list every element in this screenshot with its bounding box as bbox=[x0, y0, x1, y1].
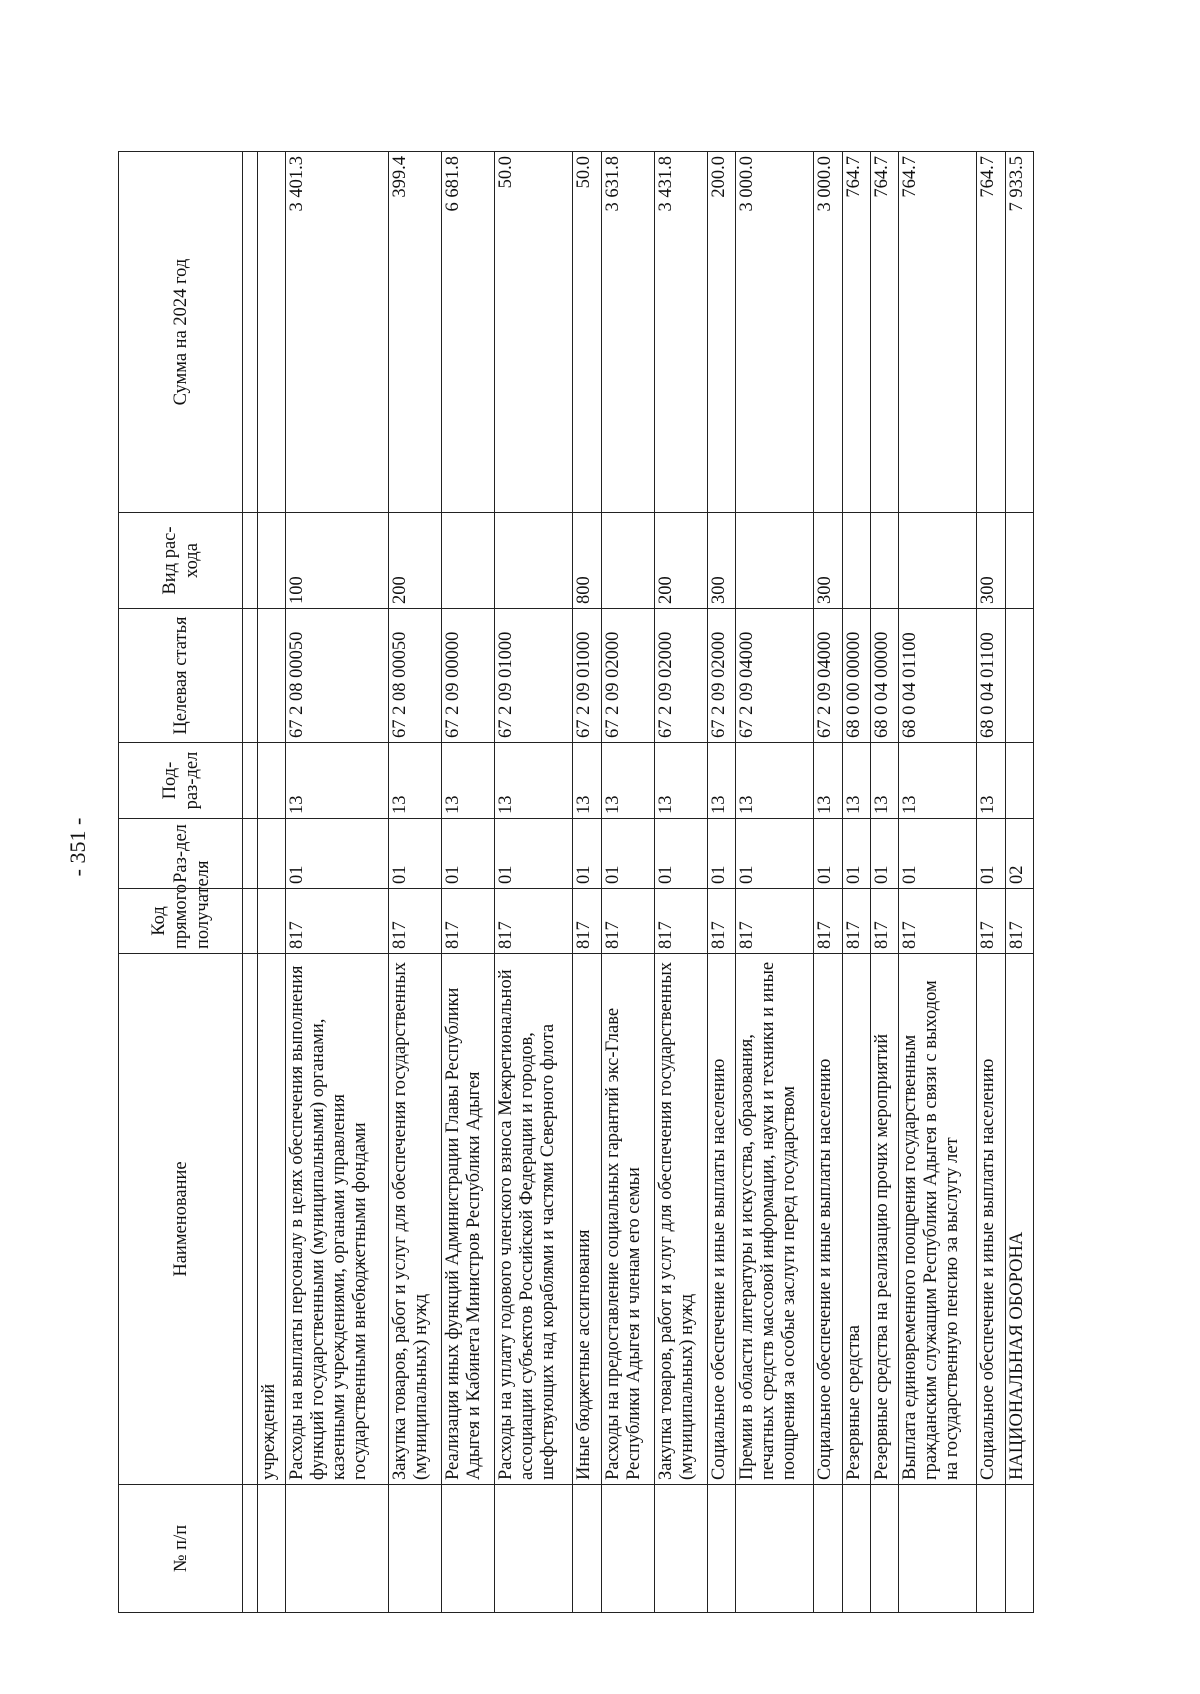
cell-sum: 764.7 bbox=[899, 152, 977, 513]
cell-name: Социальное обеспечение и иные выплаты населению bbox=[814, 954, 842, 1485]
cell-num bbox=[707, 1485, 735, 1613]
cell-podrazdel: 13 bbox=[977, 743, 1005, 819]
cell-vid bbox=[736, 513, 814, 609]
cell-code: 817 bbox=[842, 889, 870, 954]
cell-vid: 300 bbox=[707, 513, 735, 609]
cell-sum: 3 631.8 bbox=[601, 152, 654, 513]
blank-row bbox=[243, 152, 258, 1613]
cell-sum: 399.4 bbox=[389, 152, 442, 513]
cell-podrazdel bbox=[1005, 743, 1033, 819]
cell-code: 817 bbox=[899, 889, 977, 954]
cell-razdel: 01 bbox=[814, 819, 842, 889]
cell-vid bbox=[601, 513, 654, 609]
table-row bbox=[707, 152, 735, 1613]
cell-podrazdel: 13 bbox=[442, 743, 495, 819]
cell-sum: 764.7 bbox=[977, 152, 1005, 513]
cell-razdel: 01 bbox=[495, 819, 573, 889]
header-vid: Вид рас-хода bbox=[119, 513, 243, 609]
cell-statya: 67 2 09 01000 bbox=[495, 609, 573, 743]
cell-razdel: 01 bbox=[736, 819, 814, 889]
cell-code: 817 bbox=[654, 889, 707, 954]
cell-code: 817 bbox=[870, 889, 898, 954]
cell-razdel: 01 bbox=[654, 819, 707, 889]
header-statya: Целевая статья bbox=[119, 609, 243, 743]
cell-sum bbox=[258, 152, 286, 513]
cell-name: НАЦИОНАЛЬНАЯ ОБОРОНА bbox=[1005, 954, 1033, 1485]
cell-name: Расходы на уплату годового членского взноса Межрегиональной ассоциации субъектов Российской Федерации и городов, шефствующих над кораблями и частями Северного флота bbox=[495, 954, 573, 1485]
cell-sum: 3 000.0 bbox=[814, 152, 842, 513]
rotated-table-wrapper bbox=[118, 152, 1034, 1613]
cell-name: Закупка товаров, работ и услуг для обеспечения государственных (муниципальных) нужд bbox=[654, 954, 707, 1485]
cell-razdel: 01 bbox=[899, 819, 977, 889]
cell-podrazdel: 13 bbox=[814, 743, 842, 819]
header-row bbox=[119, 152, 243, 1613]
cell-code: 817 bbox=[389, 889, 442, 954]
cell-name: Социальное обеспечение и иные выплаты населению bbox=[707, 954, 735, 1485]
cell-razdel: 01 bbox=[842, 819, 870, 889]
cell-razdel: 01 bbox=[601, 819, 654, 889]
cell-podrazdel: 13 bbox=[842, 743, 870, 819]
cell-podrazdel: 13 bbox=[495, 743, 573, 819]
header-name: Наименование bbox=[119, 954, 243, 1485]
table-row bbox=[977, 152, 1005, 1613]
cell-vid bbox=[258, 513, 286, 609]
header-code: Код прямого получателя bbox=[119, 889, 243, 954]
table-row bbox=[654, 152, 707, 1613]
cell-razdel: 02 bbox=[1005, 819, 1033, 889]
table-row bbox=[736, 152, 814, 1613]
header-num: № п/п bbox=[119, 1485, 243, 1613]
cell-vid bbox=[842, 513, 870, 609]
cell-vid: 800 bbox=[573, 513, 601, 609]
cell-podrazdel: 13 bbox=[707, 743, 735, 819]
cell-razdel: 01 bbox=[870, 819, 898, 889]
cell-sum: 7 933.5 bbox=[1005, 152, 1033, 513]
cell-statya: 67 2 09 04000 bbox=[814, 609, 842, 743]
cell-statya: 67 2 09 02000 bbox=[707, 609, 735, 743]
cell-code: 817 bbox=[736, 889, 814, 954]
cell-podrazdel: 13 bbox=[736, 743, 814, 819]
cell-razdel: 01 bbox=[389, 819, 442, 889]
cell-statya: 68 0 04 01100 bbox=[977, 609, 1005, 743]
cell-statya: 67 2 09 02000 bbox=[601, 609, 654, 743]
cell-sum: 3 000.0 bbox=[736, 152, 814, 513]
cell-razdel: 01 bbox=[442, 819, 495, 889]
cell-vid bbox=[870, 513, 898, 609]
cell-razdel: 01 bbox=[707, 819, 735, 889]
cell-statya: 67 2 09 01000 bbox=[573, 609, 601, 743]
table-row bbox=[814, 152, 842, 1613]
cell-podrazdel: 13 bbox=[389, 743, 442, 819]
cell-name: учреждений bbox=[258, 954, 286, 1485]
cell-statya: 67 2 09 02000 bbox=[654, 609, 707, 743]
cell-num bbox=[899, 1485, 977, 1613]
cell-podrazdel: 13 bbox=[573, 743, 601, 819]
cell-vid bbox=[899, 513, 977, 609]
table-row bbox=[899, 152, 977, 1613]
cell-name: Премии в области литературы и искусства, образования, печатных средств массовой информации, науки и техники и иные поощрения за особые заслуги перед государством bbox=[736, 954, 814, 1485]
cell-podrazdel: 13 bbox=[286, 743, 389, 819]
cell-razdel: 01 bbox=[977, 819, 1005, 889]
cell-code: 817 bbox=[442, 889, 495, 954]
cell-num bbox=[654, 1485, 707, 1613]
cell-sum: 50.0 bbox=[495, 152, 573, 513]
cell-name: Резервные средства bbox=[842, 954, 870, 1485]
cell-podrazdel: 13 bbox=[601, 743, 654, 819]
cell-statya: 68 0 04 00000 bbox=[870, 609, 898, 743]
cell-num bbox=[977, 1485, 1005, 1613]
header-sum: Сумма на 2024 год bbox=[119, 152, 243, 513]
cell-razdel bbox=[258, 819, 286, 889]
cell-num bbox=[573, 1485, 601, 1613]
cell-vid: 200 bbox=[389, 513, 442, 609]
cell-num bbox=[601, 1485, 654, 1613]
cell-statya: 67 2 09 04000 bbox=[736, 609, 814, 743]
cell-sum: 3 401.3 bbox=[286, 152, 389, 513]
table-row bbox=[495, 152, 573, 1613]
table-row bbox=[870, 152, 898, 1613]
cell-name: Расходы на выплаты персоналу в целях обеспечения выполнения функций государственными (муниципальными) органами, казенными учреждениями, органами управления государственными внебюджетными фондами bbox=[286, 954, 389, 1485]
cell-vid: 200 bbox=[654, 513, 707, 609]
cell-sum: 764.7 bbox=[870, 152, 898, 513]
cell-statya: 67 2 08 00050 bbox=[389, 609, 442, 743]
cell-vid bbox=[1005, 513, 1033, 609]
cell-sum: 200.0 bbox=[707, 152, 735, 513]
cell-razdel: 01 bbox=[286, 819, 389, 889]
page-number: - 351 - bbox=[65, 817, 90, 877]
cell-sum: 6 681.8 bbox=[442, 152, 495, 513]
cell-sum: 3 431.8 bbox=[654, 152, 707, 513]
cell-vid bbox=[442, 513, 495, 609]
table-row bbox=[601, 152, 654, 1613]
cell-num bbox=[842, 1485, 870, 1613]
cell-statya: 67 2 09 00000 bbox=[442, 609, 495, 743]
cell-code: 817 bbox=[1005, 889, 1033, 954]
table-row bbox=[573, 152, 601, 1613]
cell-statya: 68 0 00 00000 bbox=[842, 609, 870, 743]
cell-podrazdel bbox=[258, 743, 286, 819]
budget-table bbox=[118, 151, 1034, 1613]
cell-name: Выплата единовременного поощрения государственным гражданским служащим Республики Адыгея в связи с выходом на государственную пенсию за выслугу лет bbox=[899, 954, 977, 1485]
table-row bbox=[258, 152, 286, 1613]
cell-vid: 100 bbox=[286, 513, 389, 609]
cell-name: Закупка товаров, работ и услуг для обеспечения государственных (муниципальных) нужд bbox=[389, 954, 442, 1485]
table-row bbox=[842, 152, 870, 1613]
cell-podrazdel: 13 bbox=[899, 743, 977, 819]
cell-code bbox=[258, 889, 286, 954]
cell-num bbox=[258, 1485, 286, 1613]
table-row bbox=[442, 152, 495, 1613]
header-podrazdel: Под-раз-дел bbox=[119, 743, 243, 819]
cell-statya bbox=[258, 609, 286, 743]
cell-code: 817 bbox=[601, 889, 654, 954]
cell-num bbox=[736, 1485, 814, 1613]
header-razdel: Раз-дел bbox=[119, 819, 243, 889]
cell-num bbox=[389, 1485, 442, 1613]
cell-podrazdel: 13 bbox=[654, 743, 707, 819]
cell-num bbox=[1005, 1485, 1033, 1613]
cell-name: Расходы на предоставление социальных гарантий экс-Главе Республики Адыгея и членам его семьи bbox=[601, 954, 654, 1485]
cell-code: 817 bbox=[707, 889, 735, 954]
cell-statya: 68 0 04 01100 bbox=[899, 609, 977, 743]
table-row bbox=[389, 152, 442, 1613]
cell-code: 817 bbox=[495, 889, 573, 954]
cell-vid: 300 bbox=[814, 513, 842, 609]
table-row bbox=[286, 152, 389, 1613]
cell-code: 817 bbox=[814, 889, 842, 954]
cell-vid bbox=[495, 513, 573, 609]
cell-sum: 50.0 bbox=[573, 152, 601, 513]
cell-num bbox=[286, 1485, 389, 1613]
cell-num bbox=[495, 1485, 573, 1613]
cell-name: Реализация иных функций Администрации Главы Республики Адыгея и Кабинета Министров Республики Адыгея bbox=[442, 954, 495, 1485]
cell-code: 817 bbox=[977, 889, 1005, 954]
cell-name: Социальное обеспечение и иные выплаты населению bbox=[977, 954, 1005, 1485]
table-body bbox=[258, 152, 1034, 1613]
cell-statya: 67 2 08 00050 bbox=[286, 609, 389, 743]
cell-sum: 764.7 bbox=[842, 152, 870, 513]
cell-code: 817 bbox=[286, 889, 389, 954]
cell-name: Резервные средства на реализацию прочих мероприятий bbox=[870, 954, 898, 1485]
cell-statya bbox=[1005, 609, 1033, 743]
cell-razdel: 01 bbox=[573, 819, 601, 889]
cell-num bbox=[870, 1485, 898, 1613]
table-row bbox=[1005, 152, 1033, 1613]
cell-code: 817 bbox=[573, 889, 601, 954]
cell-num bbox=[442, 1485, 495, 1613]
cell-num bbox=[814, 1485, 842, 1613]
cell-name: Иные бюджетные ассигнования bbox=[573, 954, 601, 1485]
cell-podrazdel: 13 bbox=[870, 743, 898, 819]
cell-vid: 300 bbox=[977, 513, 1005, 609]
